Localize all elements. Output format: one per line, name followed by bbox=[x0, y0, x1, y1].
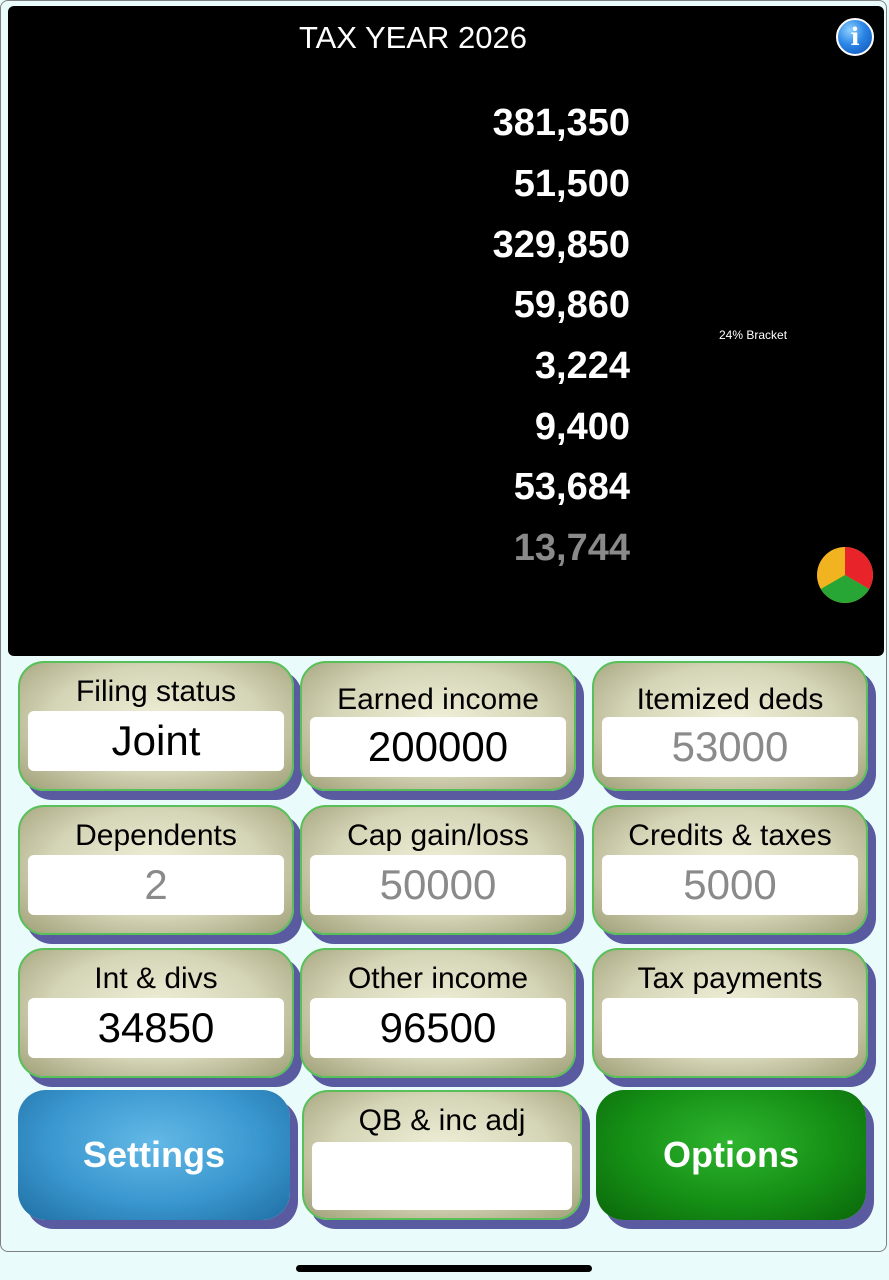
tile-label: Credits & taxes bbox=[628, 819, 832, 852]
row-value: 381,350 bbox=[492, 102, 630, 144]
credits-taxes-tile[interactable] bbox=[592, 805, 868, 935]
tax-bracket-label: 24% Bracket bbox=[719, 328, 788, 342]
options-button[interactable]: Options bbox=[596, 1090, 866, 1220]
credits-taxes-field[interactable]: 5000 bbox=[602, 855, 858, 915]
tile-label: Itemized deds bbox=[636, 683, 824, 716]
tile-label: Other income bbox=[347, 962, 529, 995]
row-value: 3,224 bbox=[534, 345, 630, 387]
dependents-field[interactable]: 2 bbox=[28, 855, 284, 915]
page-title: TAX YEAR 2026 bbox=[298, 20, 528, 55]
filing-status-field[interactable]: Joint bbox=[28, 711, 284, 771]
row-value: 53,684 bbox=[513, 466, 630, 508]
dependents-tile[interactable] bbox=[18, 805, 294, 935]
tax-payments-tile[interactable] bbox=[592, 948, 868, 1078]
tax-summary-panel bbox=[8, 6, 884, 656]
tile-label: Filing status bbox=[75, 675, 237, 708]
home-indicator[interactable] bbox=[296, 1265, 592, 1272]
tile-label: Cap gain/loss bbox=[347, 819, 529, 852]
tile-label: Dependents bbox=[75, 819, 237, 852]
settings-button[interactable]: Settings bbox=[18, 1090, 290, 1220]
row-value: 9,400 bbox=[534, 406, 630, 448]
row-value: 51,500 bbox=[513, 163, 630, 205]
itemized-deds-tile[interactable] bbox=[592, 661, 868, 791]
cap-gain-loss-field[interactable]: 50000 bbox=[310, 855, 566, 915]
row-value: 59,860 bbox=[513, 284, 630, 326]
tile-label: Earned income bbox=[337, 683, 539, 716]
qb-inc-adj-tile[interactable] bbox=[302, 1090, 582, 1220]
info-icon[interactable]: i bbox=[836, 18, 874, 56]
int-divs-field[interactable]: 34850 bbox=[28, 998, 284, 1058]
pie-chart-icon[interactable] bbox=[816, 546, 874, 604]
other-income-tile[interactable] bbox=[300, 948, 576, 1078]
tax-payments-field[interactable] bbox=[602, 998, 858, 1058]
earned-income-tile[interactable] bbox=[300, 661, 576, 791]
tile-label: Tax payments bbox=[637, 962, 823, 995]
row-value: 13,744 bbox=[513, 527, 630, 569]
earned-income-field[interactable]: 200000 bbox=[310, 717, 566, 777]
tile-label: Int & divs bbox=[94, 962, 218, 995]
qb-inc-adj-field[interactable] bbox=[312, 1142, 572, 1210]
row-value: 329,850 bbox=[492, 224, 630, 266]
tile-label: QB & inc adj bbox=[358, 1104, 526, 1137]
int-divs-tile[interactable] bbox=[18, 948, 294, 1078]
other-income-field[interactable]: 96500 bbox=[310, 998, 566, 1058]
filing-status-tile[interactable] bbox=[18, 661, 294, 791]
itemized-deds-field[interactable]: 53000 bbox=[602, 717, 858, 777]
cap-gain-loss-tile[interactable] bbox=[300, 805, 576, 935]
